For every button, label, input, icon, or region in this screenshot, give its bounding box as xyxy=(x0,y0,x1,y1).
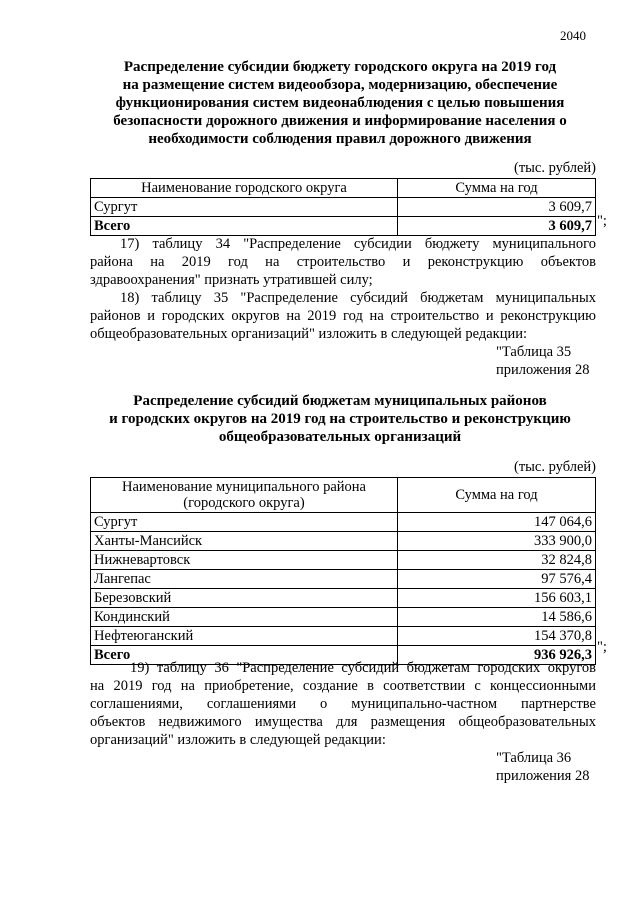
total-sum: 936 926,3 xyxy=(398,646,596,665)
total-sum: 3 609,7 xyxy=(398,217,596,236)
row-sum: 154 370,8 xyxy=(398,627,596,646)
section2-title-line: и городских округов на 2019 год на строительство и реконструкцию xyxy=(109,411,571,427)
section1-title-line: Распределение субсидии бюджету городского округа на 2019 год xyxy=(123,59,557,75)
section2-title-line: Распределение субсидий бюджетам муниципальных районов xyxy=(133,393,547,409)
section1-units: (тыс. рублей) xyxy=(514,160,596,176)
section2-title xyxy=(90,392,590,446)
section1-title xyxy=(90,58,590,148)
caption-line: приложения 28 xyxy=(496,768,590,784)
paragraph-line: района на 2019 год на строительство и реконструкцию объектов xyxy=(90,254,596,270)
column-header-name: Наименование городского округа xyxy=(91,179,398,198)
table-row xyxy=(91,551,596,570)
row-sum: 147 064,6 xyxy=(398,513,596,532)
table-row xyxy=(91,198,596,217)
paragraph-line: районов и городских округов на 2019 год на строительство и реконструкцию xyxy=(90,308,596,324)
row-name: Сургут xyxy=(91,513,398,532)
section2-title-line: общеобразовательных организаций xyxy=(218,429,462,445)
table-row xyxy=(91,627,596,646)
row-sum: 14 586,6 xyxy=(398,608,596,627)
paragraph-line: объектов недвижимого имущества для размещения общеобразовательных xyxy=(90,714,596,730)
table-header-row xyxy=(91,478,596,513)
column-header-sum: Сумма на год xyxy=(398,179,596,198)
table-row xyxy=(91,608,596,627)
column-header-name: Наименование муниципального района (городского округа) xyxy=(91,478,398,513)
paragraph-line: 19) таблицу 36 "Распределение субсидий бюджетам городских округов xyxy=(130,660,596,676)
row-name: Нефтеюганский xyxy=(91,627,398,646)
paragraph-line: 18) таблицу 35 "Распределение субсидий бюджетам муниципальных xyxy=(120,290,596,306)
paragraph-line: здравоохранения" признать утратившей силу; xyxy=(90,272,373,288)
paragraph-18 xyxy=(90,289,596,343)
table-closing-quote: "; xyxy=(597,639,607,655)
paragraph-line: на 2019 год на приобретение, создание в соответствии с концессионными xyxy=(90,678,596,694)
paragraph-line: соглашениями, соглашениями о муниципально-частном партнерстве xyxy=(90,696,596,712)
paragraph-19 xyxy=(90,659,596,749)
section2-table xyxy=(90,477,596,665)
section1-title-line: безопасности дорожного движения и информирование населения о xyxy=(113,113,567,129)
page-number: 2040 xyxy=(560,28,586,43)
row-sum: 97 576,4 xyxy=(398,570,596,589)
caption-line: "Таблица 35 xyxy=(496,344,572,360)
section1-title-line: на размещение систем видеообзора, модернизацию, обеспечение xyxy=(122,77,558,93)
table-header-row xyxy=(91,179,596,198)
table-35-caption xyxy=(496,343,589,379)
column-header-sum: Сумма на год xyxy=(398,478,596,513)
paragraph-17 xyxy=(90,235,596,289)
section1-title-line: функционирования систем видеонаблюдения с целью повышения xyxy=(115,95,565,111)
row-sum: 333 900,0 xyxy=(398,532,596,551)
caption-line: приложения 28 xyxy=(496,362,590,378)
row-name: Нижневартовск xyxy=(91,551,398,570)
caption-line: "Таблица 36 xyxy=(496,750,572,766)
row-sum: 32 824,8 xyxy=(398,551,596,570)
table-36-caption xyxy=(496,749,589,785)
table-row xyxy=(91,589,596,608)
paragraph-line: организаций" изложить в следующей редакции: xyxy=(90,732,386,748)
row-name: Сургут xyxy=(91,198,398,217)
total-name: Всего xyxy=(91,646,398,665)
paragraph-line: 17) таблицу 34 "Распределение субсидии бюджету муниципального xyxy=(120,236,596,252)
row-sum: 156 603,1 xyxy=(398,589,596,608)
row-sum: 3 609,7 xyxy=(398,198,596,217)
table-row xyxy=(91,570,596,589)
section1-title-line: необходимости соблюдения правил дорожного движения xyxy=(148,131,532,147)
section1-table xyxy=(90,178,596,236)
table-row xyxy=(91,513,596,532)
row-name: Ханты-Мансийск xyxy=(91,532,398,551)
section2-units: (тыс. рублей) xyxy=(514,459,596,475)
total-name: Всего xyxy=(91,217,398,236)
table-total-row xyxy=(91,217,596,236)
row-name: Березовский xyxy=(91,589,398,608)
paragraph-line: общеобразовательных организаций" изложить в следующей редакции: xyxy=(90,326,527,342)
table-closing-quote: "; xyxy=(597,213,607,229)
row-name: Кондинский xyxy=(91,608,398,627)
row-name: Лангепас xyxy=(91,570,398,589)
table-row xyxy=(91,532,596,551)
